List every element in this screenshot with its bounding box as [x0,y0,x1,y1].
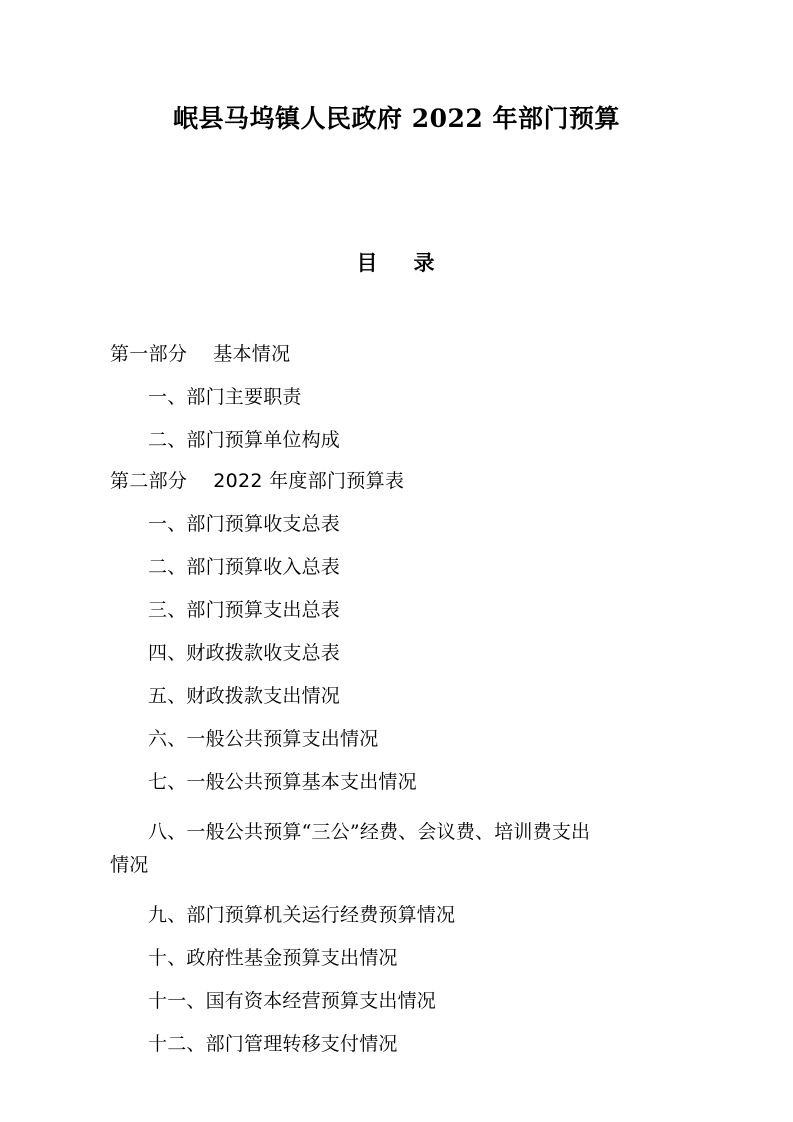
toc-part-name: 2022 年度部门预算表 [213,469,405,492]
toc-entry[interactable]: 一、部门预算收支总表 [148,512,341,535]
toc-entry[interactable]: 四、财政拨款收支总表 [148,641,341,664]
toc-entry[interactable]: 二、部门预算收入总表 [148,555,341,578]
toc-part-heading [110,469,683,492]
table-of-contents-list [110,277,683,1055]
toc-entry[interactable]: 六、一般公共预算支出情况 [148,727,379,750]
toc-part-heading [110,342,683,365]
toc-entry[interactable]: 十一、国有资本经营预算支出情况 [148,990,437,1012]
toc-entry[interactable]: 一、部门主要职责 [148,385,302,408]
page-title: 岷县马坞镇人民政府 2022 年部门预算 [173,104,620,133]
toc-entry[interactable]: 七、一般公共预算基本支出情况 [148,770,417,793]
toc-entry[interactable]: 九、部门预算机关运行经费预算情况 [148,904,456,926]
toc-entry[interactable]: 三、部门预算支出总表 [148,598,341,621]
toc-heading-right-char: 录 [413,249,437,275]
toc-part-label: 第一部分 [110,342,188,365]
toc-entry-line-2: 情况 [110,853,149,876]
toc-entry[interactable]: 二、部门预算单位构成 [148,428,341,451]
toc-part-name: 基本情况 [213,342,291,365]
toc-entry[interactable]: 十、政府性基金预算支出情况 [148,947,398,969]
toc-entry[interactable]: 十二、部门管理转移支付情况 [148,1033,398,1055]
toc-entry-line-1: 八、一般公共预算“三公”经费、会议费、培训费支出 [148,820,591,843]
toc-entry[interactable] [110,816,683,883]
table-of-contents-heading [110,136,683,277]
toc-part-label: 第二部分 [110,469,188,492]
toc-entry[interactable]: 五、财政拨款支出情况 [148,684,341,707]
toc-heading-left-char: 目 [356,249,380,275]
